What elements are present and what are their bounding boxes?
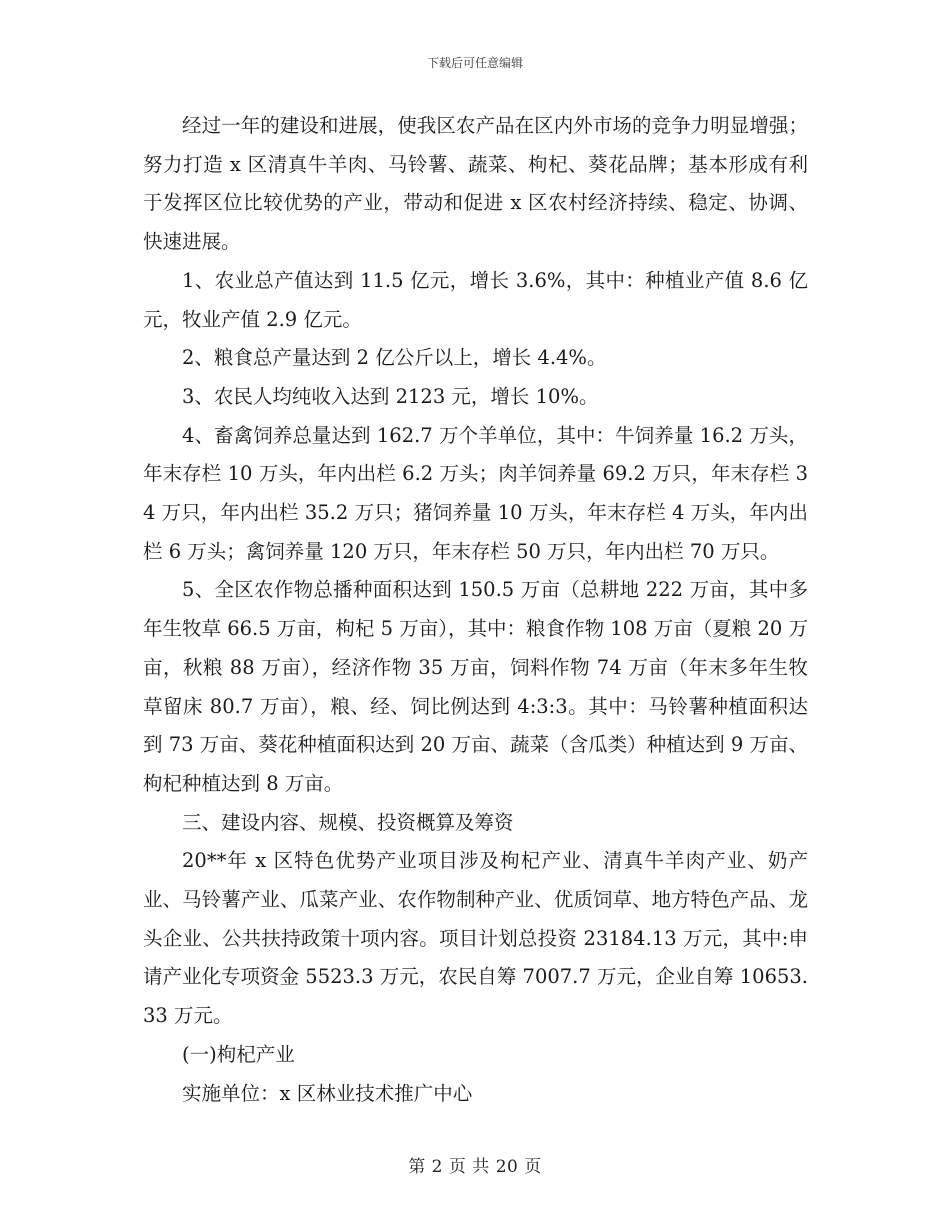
paragraph-project-overview: 20**年 x 区特色优势产业项目涉及枸杞产业、清真牛羊肉产业、奶产业、马铃薯产业、瓜菜产业、农作物制种产业、优质饲草、地方特色产品、龙头企业、公共扶持政策十项内容。项目计划总投资 23184.13 万元，其中:申请产业化专项资金 5523.3 万元，农民自筹 7007.7 万元，企业自筹 10653.33 万元。 [143,849,808,1028]
section-heading-3: 三、建设内容、规模、投资概算及筹资 [182,810,514,834]
paragraph-item-4: 4、畜禽饲养总量达到 162.7 万个羊单位，其中：牛饲养量 16.2 万头，年末存栏 10 万头，年内出栏 6.2 万头；肉羊饲养量 69.2 万只，年末存栏 34 万只，年内出栏 35.2 万只；猪饲养量 10 万头，年末存栏 4 万头，年内出栏 6 万头；禽饲养量 120 万只，年末存栏 50 万只，年内出栏 70 万只。 [143,423,808,563]
page-number-footer: 第 2 页 共 20 页 [408,1157,542,1177]
subsection-heading-goji: (一)枸杞产业 [182,1042,295,1066]
paragraph-item-3: 3、农民人均纯收入达到 2123 元，增长 10%。 [182,384,599,408]
document-body [143,107,808,1113]
paragraph-intro: 经过一年的建设和进展，使我区农产品在区内外市场的竞争力明显增强；努力打造 x 区清真牛羊肉、马铃薯、蔬菜、枸杞、葵花品牌；基本形成有利于发挥区位比较优势的产业，带动和促进 x 区农村经济持续、稳定、协调、快速进展。 [143,114,808,254]
header-note: 下载后可任意编辑 [426,56,523,70]
paragraph-item-5: 5、全区农作物总播种面积达到 150.5 万亩（总耕地 222 万亩，其中多年生牧草 66.5 万亩，枸杞 5 万亩），其中：粮食作物 108 万亩（夏粮 20 万亩，秋粮 88 万亩），经济作物 35 万亩，饲料作物 74 万亩（年末多年生牧草留床 80.7 万亩），粮、经、饲比例达到 4:3:3。其中：马铃薯种植面积达到 73 万亩、葵花种植面积达到 20 万亩、蔬菜（含瓜类）种植达到 9 万亩、枸杞种植达到 8 万亩。 [143,578,808,795]
paragraph-implementing-unit: 实施单位：x 区林业技术推广中心 [182,1081,473,1105]
paragraph-item-2: 2、粮食总产量达到 2 亿公斤以上，增长 4.4%。 [182,346,607,370]
paragraph-item-1: 1、农业总产值达到 11.5 亿元，增长 3.6%，其中：种植业产值 8.6 亿元，牧业产值 2.9 亿元。 [143,268,808,331]
